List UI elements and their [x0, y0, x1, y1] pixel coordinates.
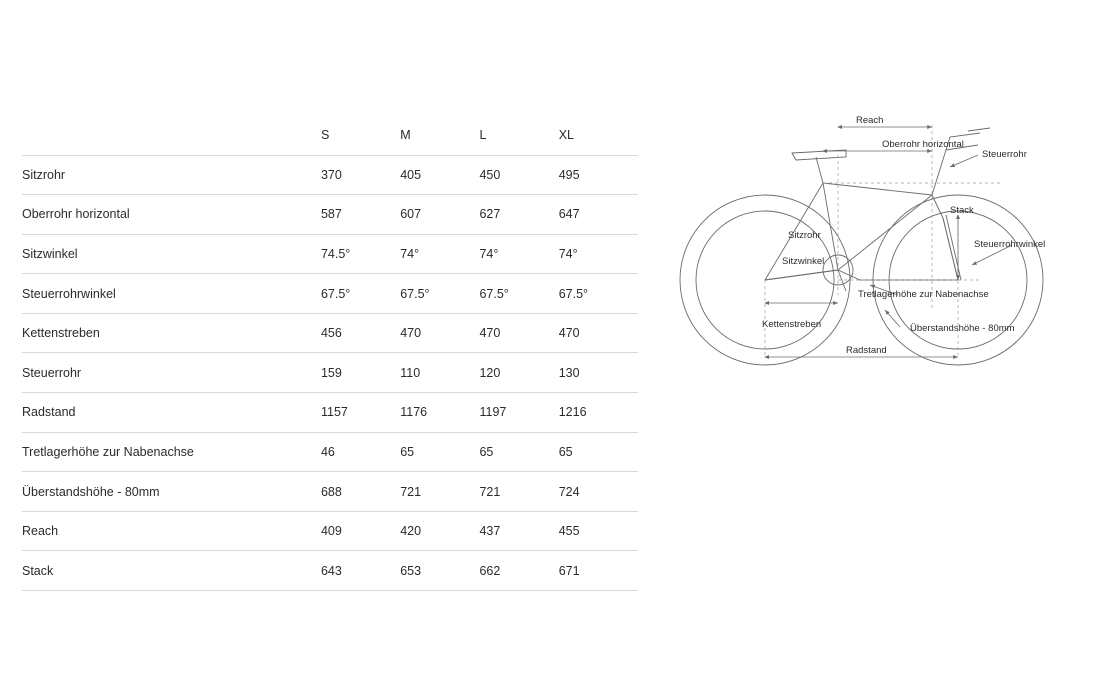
cell-value: 450 [479, 167, 501, 182]
table-header-row [22, 115, 638, 155]
diagram-label-ueberstandshoehe: Überstandshöhe - 80mm [910, 323, 1015, 334]
table-row [22, 393, 638, 433]
diagram-label-reach: Reach [856, 115, 884, 126]
cell-value: 671 [558, 563, 580, 578]
diagram-label-kettenstreben: Kettenstreben [762, 319, 822, 330]
geometry-table [22, 115, 638, 591]
cell-value: 65 [479, 444, 494, 459]
cell-value: 74° [558, 246, 578, 261]
cell-value: 587 [320, 207, 342, 222]
table-row [22, 551, 638, 591]
diagram-label-radstand: Radstand [846, 345, 887, 356]
column-header-attribute [22, 115, 321, 155]
cell-value: 370 [320, 167, 342, 182]
cell-value: 437 [479, 524, 501, 539]
row-label: Stack [22, 563, 54, 578]
cell-value: 159 [320, 365, 342, 380]
table-head [22, 115, 638, 155]
cell-value: 65 [400, 444, 415, 459]
diagram-label-oberrohr-horizontal: Oberrohr horizontal [882, 139, 964, 150]
table-row [22, 313, 638, 353]
row-label: Radstand [22, 405, 76, 420]
cell-value: 1157 [320, 405, 348, 420]
row-label: Tretlagerhöhe zur Nabenachse [22, 444, 194, 459]
table-row [22, 511, 638, 551]
cell-value: 643 [320, 563, 342, 578]
diagram-label-tretlagerhoehe: Tretlagerhöhe zur Nabenachse [858, 289, 989, 300]
cell-value: 130 [558, 365, 580, 380]
table-body [22, 155, 638, 591]
cell-value: 724 [558, 484, 580, 499]
column-header-m: M [400, 115, 479, 155]
cell-value: 627 [479, 207, 501, 222]
cell-value: 470 [558, 326, 580, 341]
table-row [22, 195, 638, 235]
bike-geometry-diagram [660, 95, 1100, 385]
cell-value: 647 [558, 207, 580, 222]
cell-value: 74° [479, 246, 499, 261]
column-header-s: S [321, 115, 400, 155]
cell-value: 721 [479, 484, 501, 499]
cell-value: 67.5° [479, 286, 509, 301]
diagram-label-stack: Stack [950, 205, 974, 216]
cell-value: 120 [479, 365, 501, 380]
row-label: Steuerrohr [22, 365, 82, 380]
row-label: Sitzwinkel [22, 246, 78, 261]
table-row [22, 432, 638, 472]
cell-value: 688 [320, 484, 342, 499]
cell-value: 405 [400, 167, 422, 182]
cell-value: 110 [400, 365, 421, 380]
cell-value: 470 [479, 326, 501, 341]
cell-value: 721 [400, 484, 422, 499]
cell-value: 1197 [479, 405, 507, 420]
diagram-label-sitzwinkel: Sitzwinkel [782, 256, 825, 267]
cell-value: 1176 [400, 405, 428, 420]
cell-value: 495 [558, 167, 580, 182]
cell-value: 67.5° [320, 286, 351, 301]
cell-value: 74.5° [320, 246, 351, 261]
cell-value: 470 [400, 326, 422, 341]
diagram-label-steuerrohrwinkel: Steuerrohrwinkel [974, 239, 1046, 250]
row-label: Steuerrohrwinkel [22, 286, 116, 301]
table-row [22, 234, 638, 274]
column-header-l: L [479, 115, 558, 155]
table-row [22, 353, 638, 393]
diagram-label-steuerrohr: Steuerrohr [982, 149, 1027, 160]
cell-value: 456 [320, 326, 342, 341]
row-label: Überstandshöhe - 80mm [22, 484, 160, 499]
table-row [22, 472, 638, 512]
cell-value: 662 [479, 563, 501, 578]
row-label: Kettenstreben [22, 326, 100, 341]
cell-value: 67.5° [400, 286, 430, 301]
cell-value: 607 [400, 207, 422, 222]
cell-value: 409 [320, 524, 342, 539]
cell-value: 1216 [558, 405, 587, 420]
cell-value: 455 [558, 524, 580, 539]
cell-value: 65 [558, 444, 573, 459]
cell-value: 74° [400, 246, 420, 261]
cell-value: 420 [400, 524, 422, 539]
row-label: Sitzrohr [22, 167, 66, 182]
cell-value: 653 [400, 563, 422, 578]
table-row [22, 274, 638, 314]
table-row [22, 155, 638, 195]
row-label: Reach [22, 524, 59, 539]
diagram-label-sitzrohr: Sitzrohr [788, 230, 821, 241]
row-label: Oberrohr horizontal [22, 207, 130, 222]
column-header-xl: XL [559, 115, 638, 155]
cell-value: 67.5° [558, 286, 589, 301]
cell-value: 46 [320, 444, 335, 459]
